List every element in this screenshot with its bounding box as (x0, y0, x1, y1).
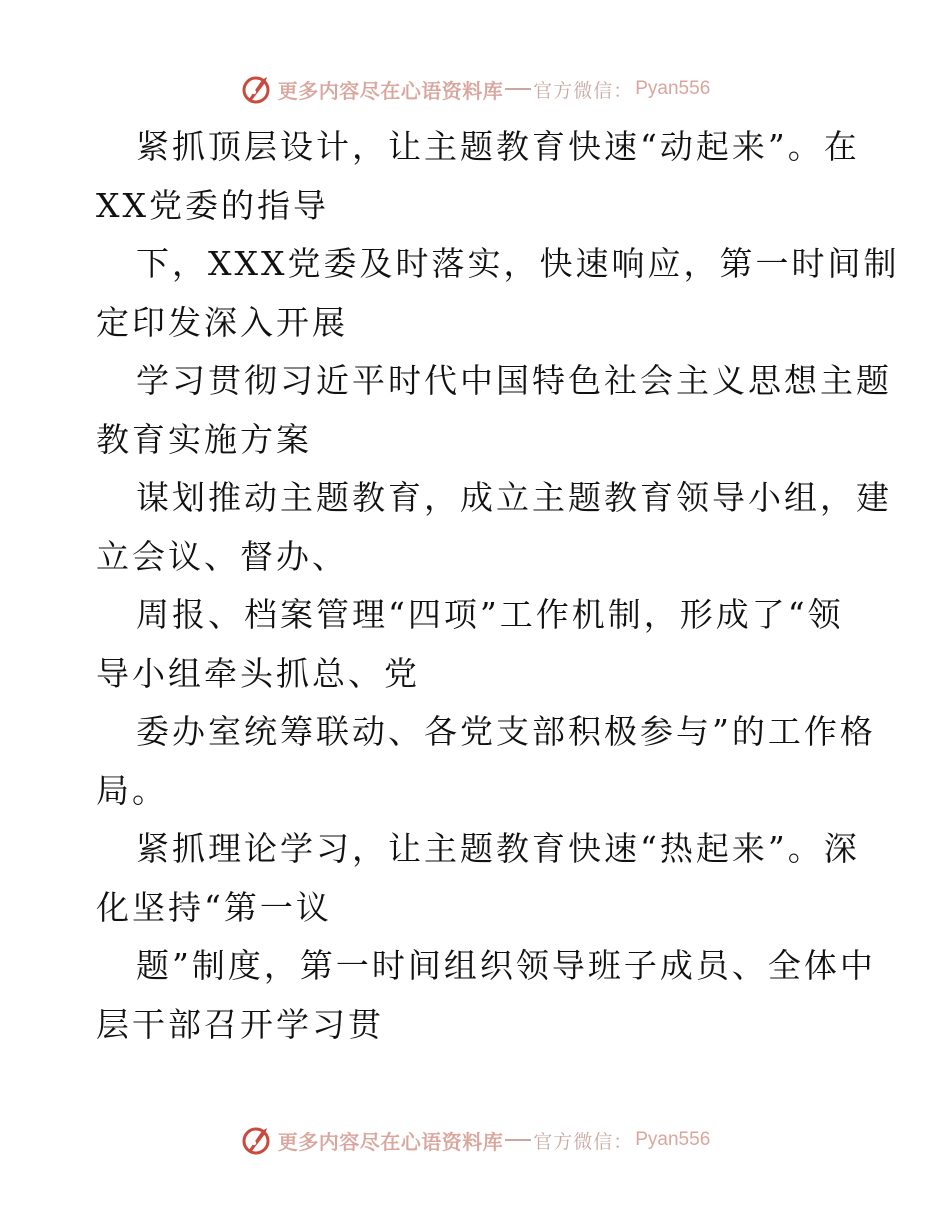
text-line: 谋划推动主题教育，成立主题教育领导小组，建 (136, 478, 892, 517)
text-line: 紧抓理论学习，让主题教育快速“热起来”。深 (136, 829, 860, 868)
watermark-wechat-id: Pyan556 (635, 1129, 711, 1150)
watermark-dash (505, 1139, 531, 1141)
text-line: XX党委的指导 (96, 185, 329, 225)
text-line: 紧抓顶层设计，让主题教育快速“动起来”。在 (136, 127, 860, 166)
footer-watermark (0, 1123, 950, 1157)
text-line: 教育实施方案 (96, 419, 312, 459)
text-line: 导小组牵头抓总、党 (96, 653, 420, 693)
text-line: 委办室统筹联动、各党支部积极参与”的工作格 (136, 712, 876, 751)
document-body (96, 118, 900, 1054)
text-line: 层干部召开学习贯 (96, 1004, 384, 1044)
watermark-label: 官方微信： (533, 1130, 634, 1153)
watermark-site-name: 更多内容尽在心语资料库 (277, 1129, 504, 1154)
text-line: 局。 (96, 770, 168, 810)
text-line: 学习贯彻习近平时代中国特色社会主义思想主题 (136, 361, 892, 400)
quill-pen-circle-icon (240, 72, 274, 106)
text-line: 定印发深入开展 (96, 302, 348, 342)
text-line: 题”制度，第一时间组织领导班子成员、全体中 (136, 946, 876, 985)
header-watermark (0, 72, 950, 106)
watermark-label: 官方微信： (533, 79, 634, 102)
text-line: 下，XXX党委及时落实，快速响应，第一时间制 (136, 244, 900, 283)
text-line: 立会议、督办、 (96, 536, 348, 576)
quill-pen-circle-icon (240, 1123, 274, 1157)
watermark-wechat-id: Pyan556 (635, 78, 711, 99)
text-line: 周报、档案管理“四项”工作机制，形成了“领 (136, 595, 844, 634)
watermark-site-name: 更多内容尽在心语资料库 (277, 78, 504, 103)
watermark-dash (505, 88, 531, 90)
text-line: 化坚持“第一议 (96, 887, 332, 927)
